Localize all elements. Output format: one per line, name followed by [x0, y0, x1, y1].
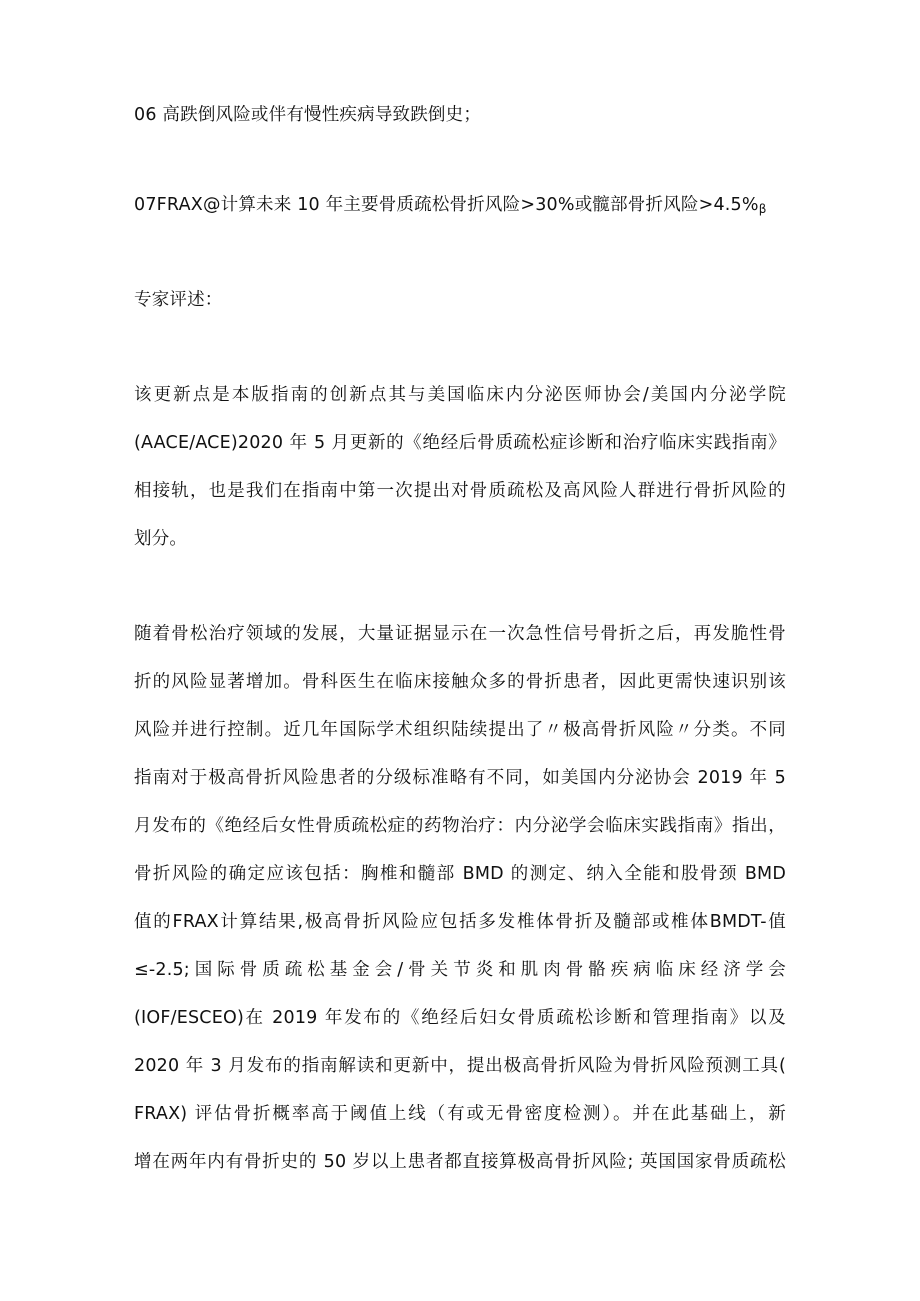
paragraph-line: 该更新点是本版指南的创新点其与美国临床内分泌医师协会/美国内分泌学院 — [134, 385, 786, 405]
paragraph-line: 划分。 — [134, 529, 188, 549]
paragraph-line: 相接轨，也是我们在指南中第一次提出对骨质疏松及高风险人群进行骨折风险的 — [134, 481, 786, 501]
paragraph-line: 月发布的《绝经后女性骨质疏松症的药物治疗：内分泌学会临床实践指南》指出， — [134, 816, 786, 836]
paragraph-line: 值的FRAX计算结果,极高骨折风险应包括多发椎体骨折及髓部或椎体BMDT-值 — [134, 912, 786, 932]
paragraph-line: (AACE/ACE)2020 年 5 月更新的《绝经后骨质疏松症诊断和治疗临床实践指南》 — [134, 433, 786, 453]
paragraph-line: 增在两年内有骨折史的 50 岁以上患者都直接算极高骨折风险; 英国国家骨质疏松 — [134, 1152, 786, 1172]
criterion-06: 06 高跌倒风险或伴有慢性疾病导致跌倒史； — [134, 105, 482, 125]
paragraph-line: 骨折风险的确定应该包括：胸椎和髓部 BMD 的测定、纳入全能和股骨颈 BMD — [134, 864, 786, 884]
paragraph-line: 折的风险显著增加。骨科医生在临床接触众多的骨折患者，因此更需快速识别该 — [134, 672, 786, 692]
expert-heading: 专家评述： — [134, 290, 223, 310]
paragraph-line: 随着骨松治疗领域的发展，大量证据显示在一次急性信号骨折之后，再发脆性骨 — [134, 624, 786, 644]
criterion-07 — [134, 193, 767, 221]
paragraph-line: 风险并进行控制。近几年国际学术组织陆续提出了〃极高骨折风险〃分类。不同 — [134, 720, 786, 740]
paragraph-line: 指南对于极高骨折风险患者的分级标准略有不同，如美国内分泌协会 2019 年 5 — [134, 768, 786, 788]
criterion-07-tail: β — [758, 202, 767, 216]
paragraph-line: ≤-2.5;国际骨质疏松基金会/骨关节炎和肌肉骨骼疾病临床经济学会 — [134, 960, 786, 980]
paragraph-line: FRAX) 评估骨折概率高于阈值上线（有或无骨密度检测）。并在此基础上，新 — [134, 1104, 786, 1124]
paragraph-line: 2020 年 3 月发布的指南解读和更新中，提出极高骨折风险为骨折风险预测工具( — [134, 1056, 786, 1076]
paragraph-line: (IOF/ESCEO)在 2019 年发布的《绝经后妇女骨质疏松诊断和管理指南》以及 — [134, 1008, 786, 1028]
criterion-07-text: 07FRAX@计算未来 10 年主要骨质疏松骨折风险>30%或髋部骨折风险>4.5% — [134, 195, 759, 215]
